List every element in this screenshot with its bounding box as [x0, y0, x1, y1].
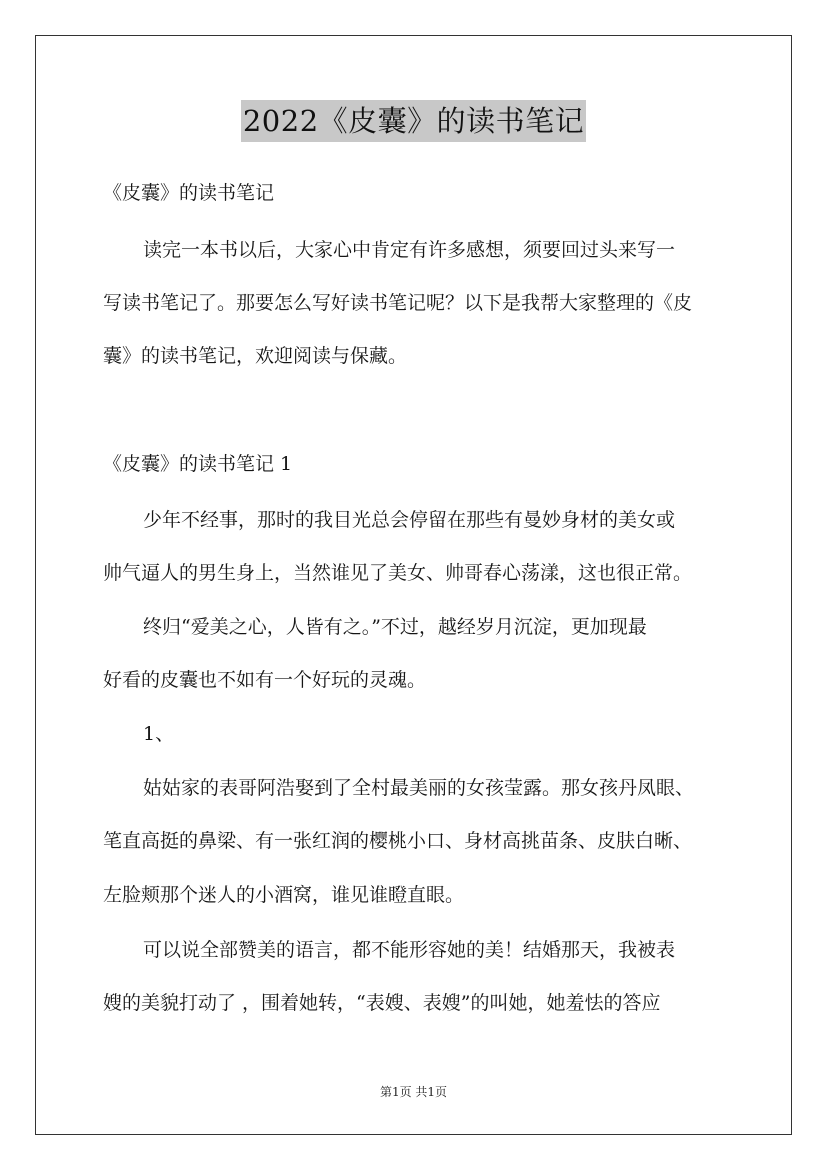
- paragraph-line: 笔直高挺的鼻梁、有一张红润的樱桃小口、身材高挑苗条、皮肤白晰、: [103, 830, 693, 852]
- intro-line: 写读书笔记了。那要怎么写好读书笔记呢？以下是我帮大家整理的《皮: [103, 292, 693, 314]
- subtitle: 《皮囊》的读书笔记: [103, 182, 275, 204]
- section-heading: 《皮囊》的读书笔记 1: [103, 453, 293, 475]
- paragraph-line: 姑姑家的表哥阿浩娶到了全村最美丽的女孩莹露。那女孩丹凤眼、: [143, 777, 695, 799]
- intro-line: 读完一本书以后，大家心中肯定有许多感想，须要回过头来写一: [143, 239, 676, 261]
- list-marker: 1、: [143, 723, 175, 745]
- intro-line: 囊》的读书笔记，欢迎阅读与保藏。: [103, 345, 408, 367]
- paragraph-line: 终归“爱美之心，人皆有之。”不过，越经岁月沉淀，更加现最: [143, 616, 647, 638]
- paragraph-line: 少年不经事，那时的我目光总会停留在那些有曼妙身材的美女或: [143, 509, 676, 531]
- title-container: [0, 100, 827, 142]
- paragraph-line: 嫂的美貌打动了 ，围着她转，“表嫂、表嫂”的叫她，她羞怯的答应: [103, 992, 661, 1014]
- paragraph-line: 可以说全部赞美的语言，都不能形容她的美！结婚那天，我被表: [143, 939, 676, 961]
- paragraph-line: 左脸颊那个迷人的小酒窝，谁见谁瞪直眼。: [103, 884, 465, 906]
- document-title: 2022《皮囊》的读书笔记: [241, 100, 586, 142]
- paragraph-line: 好看的皮囊也不如有一个好玩的灵魂。: [103, 669, 427, 691]
- page-footer: 第1页 共1页: [379, 1085, 448, 1099]
- paragraph-line: 帅气逼人的男生身上，当然谁见了美女、帅哥春心荡漾，这也很正常。: [103, 562, 693, 584]
